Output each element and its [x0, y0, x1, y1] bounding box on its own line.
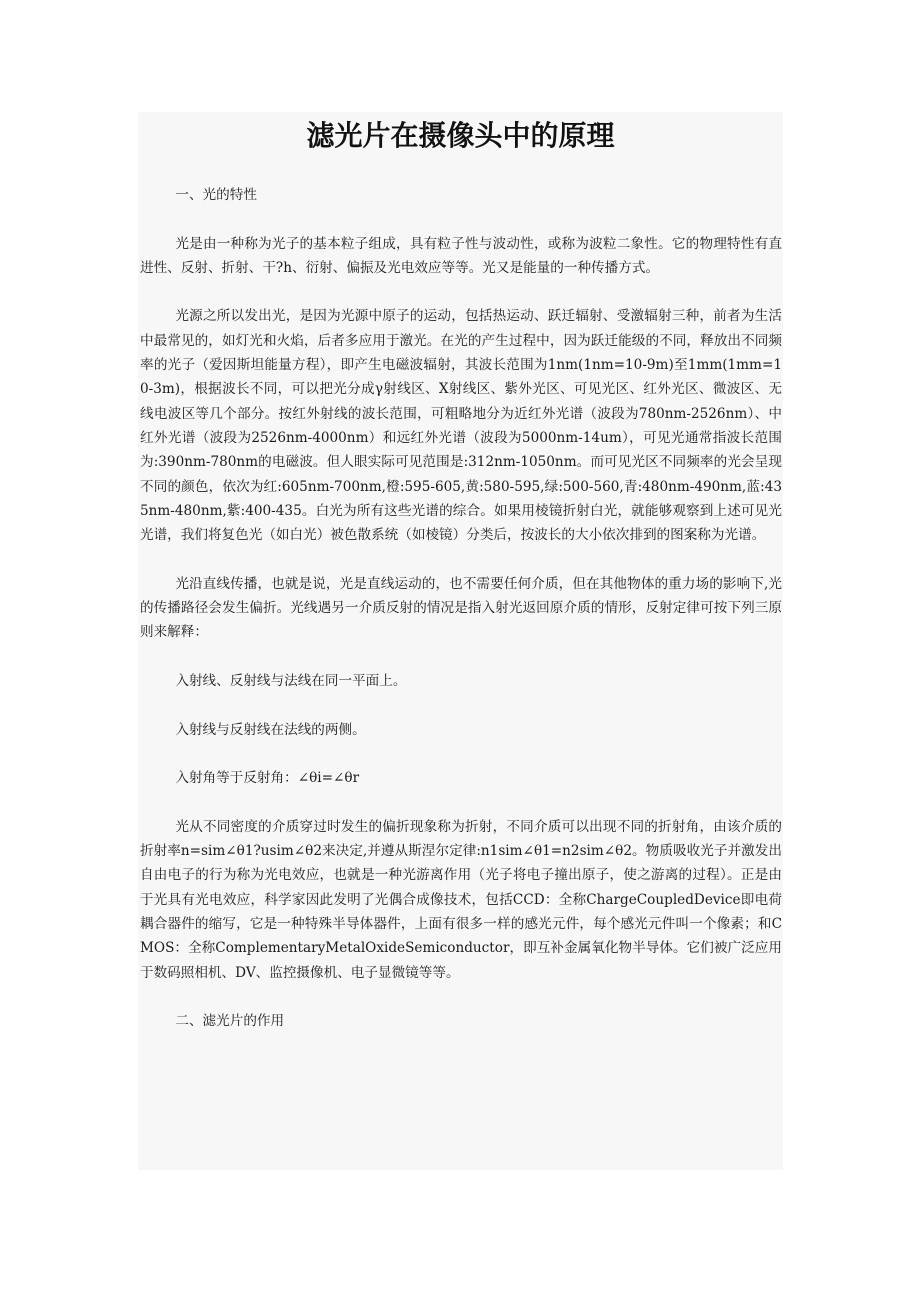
paragraph-light-nature: 光是由一种称为光子的基本粒子组成，具有粒子性与波动性，或称为波粒二象性。它的物理特性有直进性、反射、折射、干?h、衍射、偏振及光电效应等等。光又是能量的一种传播方式。: [140, 235, 782, 276]
paragraph-light-source: 光源之所以发出光，是因为光源中原子的运动，包括热运动、跃迁辐射、受激辐射三种，前者为生活中最常见的，如灯光和火焰，后者多应用于激光。在光的产生过程中，因为跃迁能级的不同，释放出不同频率的光子（爱因斯坦能量方程），即产生电磁波辐射，其波长范围为1nm(1nm=10-9m)至1mm(1mm=10-3m)，根据波长不同，可以把光分成γ射线区、X射线区、紫外光区、可见光区、红外光区、微波区、无线电波区等几个部分。按红外射线的波长范围，可粗略地分为近红外光谱（波段为780nm-2526nm）、中红外光谱（波段为2526nm-4000nm）和远红外光谱（波段为5000nm-14um），可见光通常指波长范围为:390nm-780nm的电磁波。但人眼实际可见范围是:312nm-1050nm。而可见光区不同频率的光会呈现不同的颜色，依次为红:605nm-700nm,橙:595-605,黄:580-595,绿:500-560,青:480nm-490nm,蓝:435nm-480nm,紫:400-435。白光为所有这些光谱的综合。如果用棱镜折射白光，就能够观察到上述可见光光谱，我们将复色光（如白光）被色散系统（如棱镜）分类后，按波长的大小依次排到的图案称为光谱。: [140, 308, 782, 544]
section-heading-filter-function: 二、滤光片的作用: [175, 1013, 285, 1030]
list-item-reflection-rule-2: 入射线与反射线在法线的两侧。: [175, 721, 366, 738]
section-heading-light-properties: 一、光的特性: [175, 187, 257, 203]
paragraph-light-propagation: 光沿直线传播，也就是说，光是直线运动的，也不需要任何介质，但在其他物体的重力场的影响下,光的传播路径会发生偏折。光线遇另一介质反射的情况是指入射光返回原介质的情形，反射定律可按下列三原则来解释：: [140, 575, 782, 641]
paragraph-refraction-photoelectric: 光从不同密度的介质穿过时发生的偏折现象称为折射，不同介质可以出现不同的折射角，由该介质的折射率n=sim∠θ1?usim∠θ2来决定,并遵从斯涅尔定律:n1sim∠θ1=n2sim∠θ2。物质吸收光子并激发出自由电子的行为称为光电效应，也就是一种光游离作用（光子将电子撞出原子，使之游离的过程）。正是由于光具有光电效应，科学家因此发明了光偶合成像技术，包括CCD：全称ChargeCoupledDevice即电荷耦合器件的缩写，它是一种特殊半导体器件，上面有很多一样的感光元件，每个感光元件叫一个像素；和CMOS：全称ComplementaryMetalOxideSemiconductor，即互补金属氧化物半导体。它们被广泛应用于数码照相机、DV、监控摄像机、电子显微镜等等。: [140, 818, 782, 981]
list-item-reflection-rule-3: 入射角等于反射角：∠θi=∠θr: [175, 770, 360, 787]
list-item-reflection-rule-1: 入射线、反射线与法线在同一平面上。: [175, 672, 407, 689]
document-title: 滤光片在摄像头中的原理: [306, 119, 615, 152]
document-body: [140, 183, 782, 1058]
